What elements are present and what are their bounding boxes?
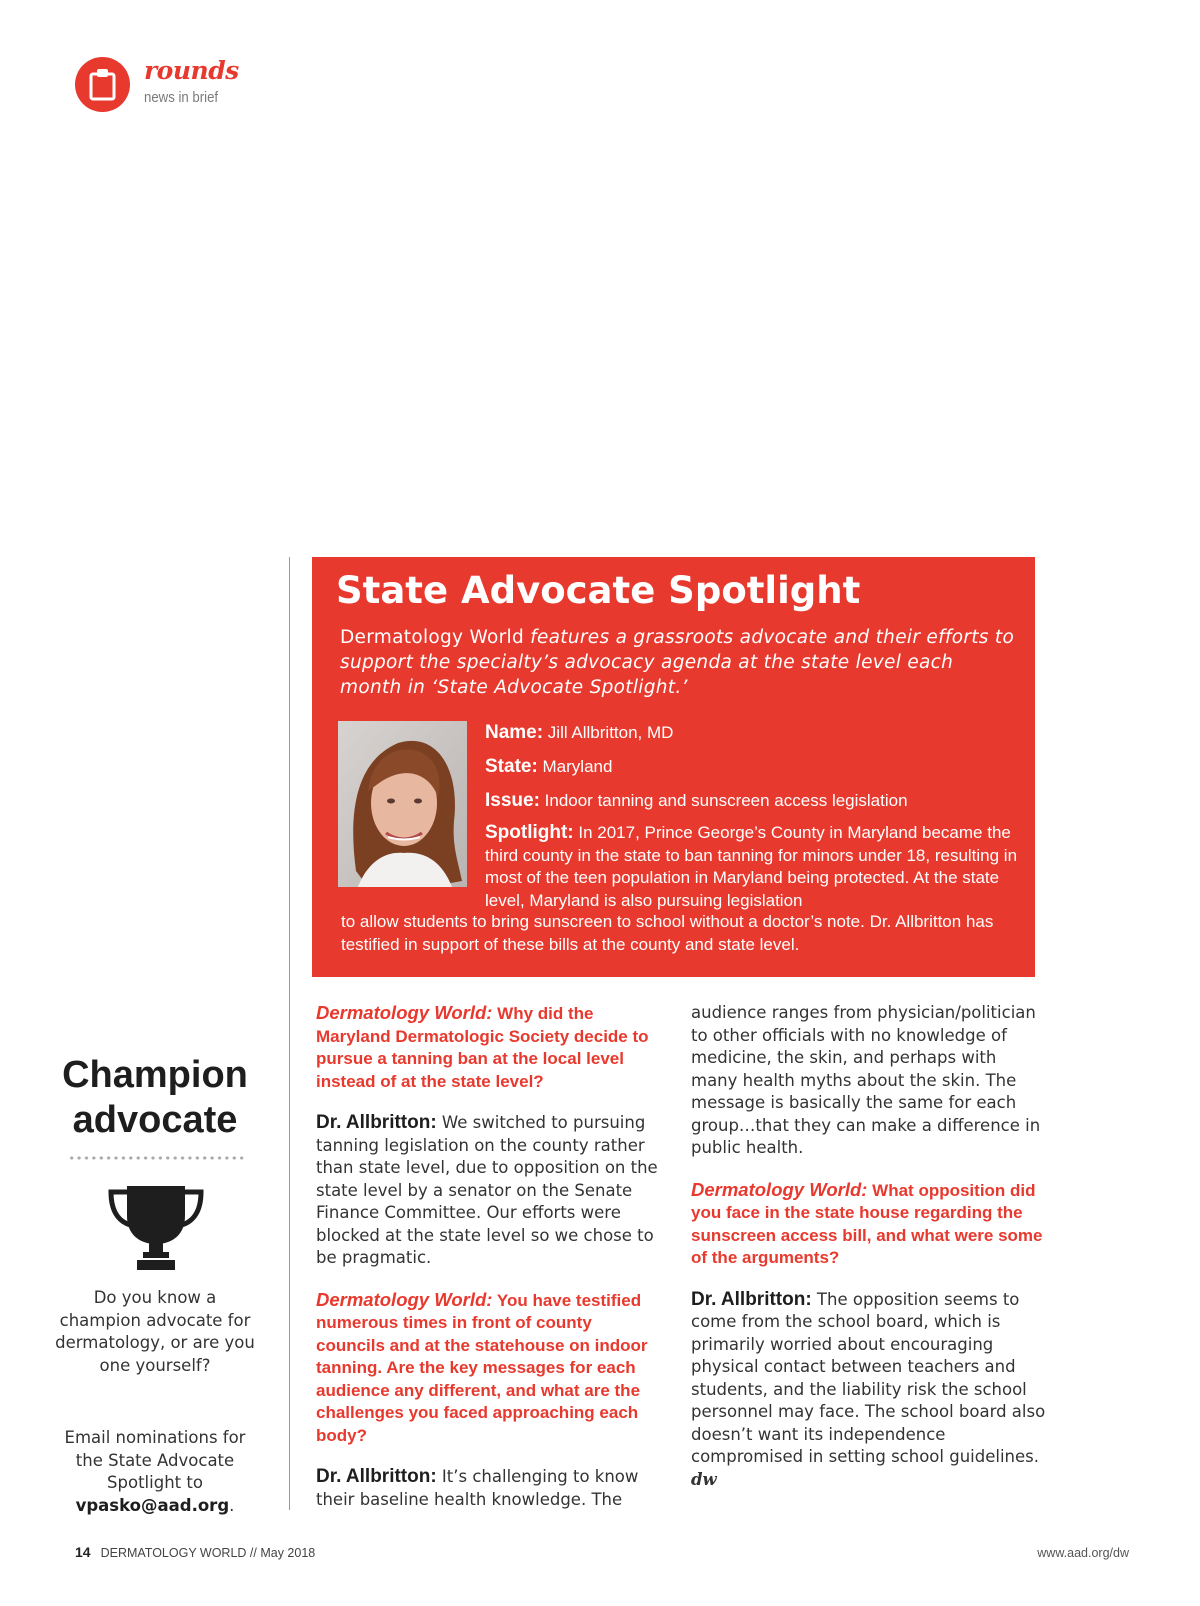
intro-text: features a grassroots advocate and their efforts to support the specialty’s advocacy agenda at the state level each month in ‘State Advocate Spotlight.’ [340,627,1015,698]
advocate-issue [485,790,908,812]
trophy-icon [107,1182,205,1274]
question-1-label: Dermatology World: [316,1002,493,1023]
sidebar-email-prompt [55,1427,255,1517]
question-2-label: Dermatology World: [316,1288,493,1310]
spotlight-text [485,822,1025,912]
section-title: rounds [144,56,239,85]
advocate-state [485,756,612,778]
answer-2 [316,1466,664,1511]
answer-2-text: It’s challenging to know their baseline health knowledge. The [316,1467,639,1509]
answer-2-label: Dr. Allbritton: [316,1466,437,1487]
footer-publication: DERMATOLOGY WORLD // May 2018 [100,1546,316,1560]
issue-value: Indoor tanning and sunscreen access legislation [539,791,908,810]
interview-column-2 [691,1002,1046,1510]
advocate-photo [338,721,467,887]
answer-1-label: Dr. Allbritton: [316,1112,437,1133]
answer-2-continued: audience ranges from physician/politician to other officials with no knowledge of medicine, the skin, and perhaps with many health myths about the skin. The message is basically the same for each group…that they can make a difference in public health. [691,1003,1041,1157]
column-divider [289,557,290,1510]
footer-left [75,1544,315,1560]
clipboard-icon [89,68,116,101]
question-2 [316,1289,664,1448]
answer-1-text: We switched to pursuing tanning legislation on the county rather than state level, due to opposition on the state level by a senator on the Senate Finance Committee. Our efforts were blocked at the state level so we chose to be pragmatic. [316,1113,658,1267]
page-number: 14 [75,1544,91,1560]
issue-label: Issue: [485,790,540,811]
answer-1 [316,1112,664,1270]
spotlight-label: Spotlight: [485,822,574,843]
state-value: Maryland [537,757,613,776]
name-label: Name: [485,722,544,743]
email-link[interactable]: vpasko@aad.org [75,1495,230,1515]
footer-url[interactable]: www.aad.org/dw [1037,1546,1129,1560]
spotlight-text-part1: In 2017, Prince George’s County in Maryland became the third county in the state to ban tanning for minors under 18, resulting in most of the teen population in Maryland being protected. At the state level, Maryland is also pursuing legislation [485,823,1018,910]
end-mark: dw [691,1469,717,1489]
spotlight-text-part2: to allow students to bring sunscreen to school without a doctor’s note. Dr. Allbritton has testified in support of these bills at the county and state level. [341,912,994,954]
email-prompt: Email nominations for the State Advocate Spotlight to [64,1428,246,1492]
sidebar-title: Champion advocate [62,1054,248,1141]
interview-column-1 [316,1002,664,1530]
answer-3-text: The opposition seems to come from the school board, which is primarily worried about encouraging physical contact between teachers and students, and the liability risk the school personnel may face. The school board also doesn’t want its independence compromised in setting school guidelines. [691,1289,1046,1466]
spotlight-title: State Advocate Spotlight [336,569,861,612]
sidebar-question: Do you know a champion advocate for dermatology, or are you one yourself? [55,1288,255,1375]
section-subtitle: news in brief [144,89,219,106]
email-suffix: . [229,1495,235,1515]
answer-3 [691,1289,1046,1492]
intro-publication: Dermatology World [340,627,524,648]
name-value: Jill Allbritton, MD [543,723,674,742]
state-label: State: [485,756,538,777]
section-logo [75,57,130,112]
question-3-text: What opposition did you face in the state house regarding the sunscreen access bill, and what were some of the arguments? [691,1180,1043,1267]
question-2-text: You have testified numerous times in front of county councils and at the statehouse on indoor tanning. Are the key messages for each audience any different, and what are the challenges you faced approaching each body? [316,1290,648,1445]
dotted-divider [68,1156,246,1160]
question-3-label: Dermatology World: [691,1178,868,1200]
question-1 [316,1002,664,1093]
advocate-name [485,722,673,744]
question-3 [691,1179,1046,1270]
answer-3-label: Dr. Allbritton: [691,1288,812,1310]
question-1-text: Why did the Maryland Dermatologic Society decide to pursue a tanning ban at the local level instead of at the state level? [316,1004,649,1091]
spotlight-box [312,557,1035,977]
spotlight-intro [340,625,1020,700]
